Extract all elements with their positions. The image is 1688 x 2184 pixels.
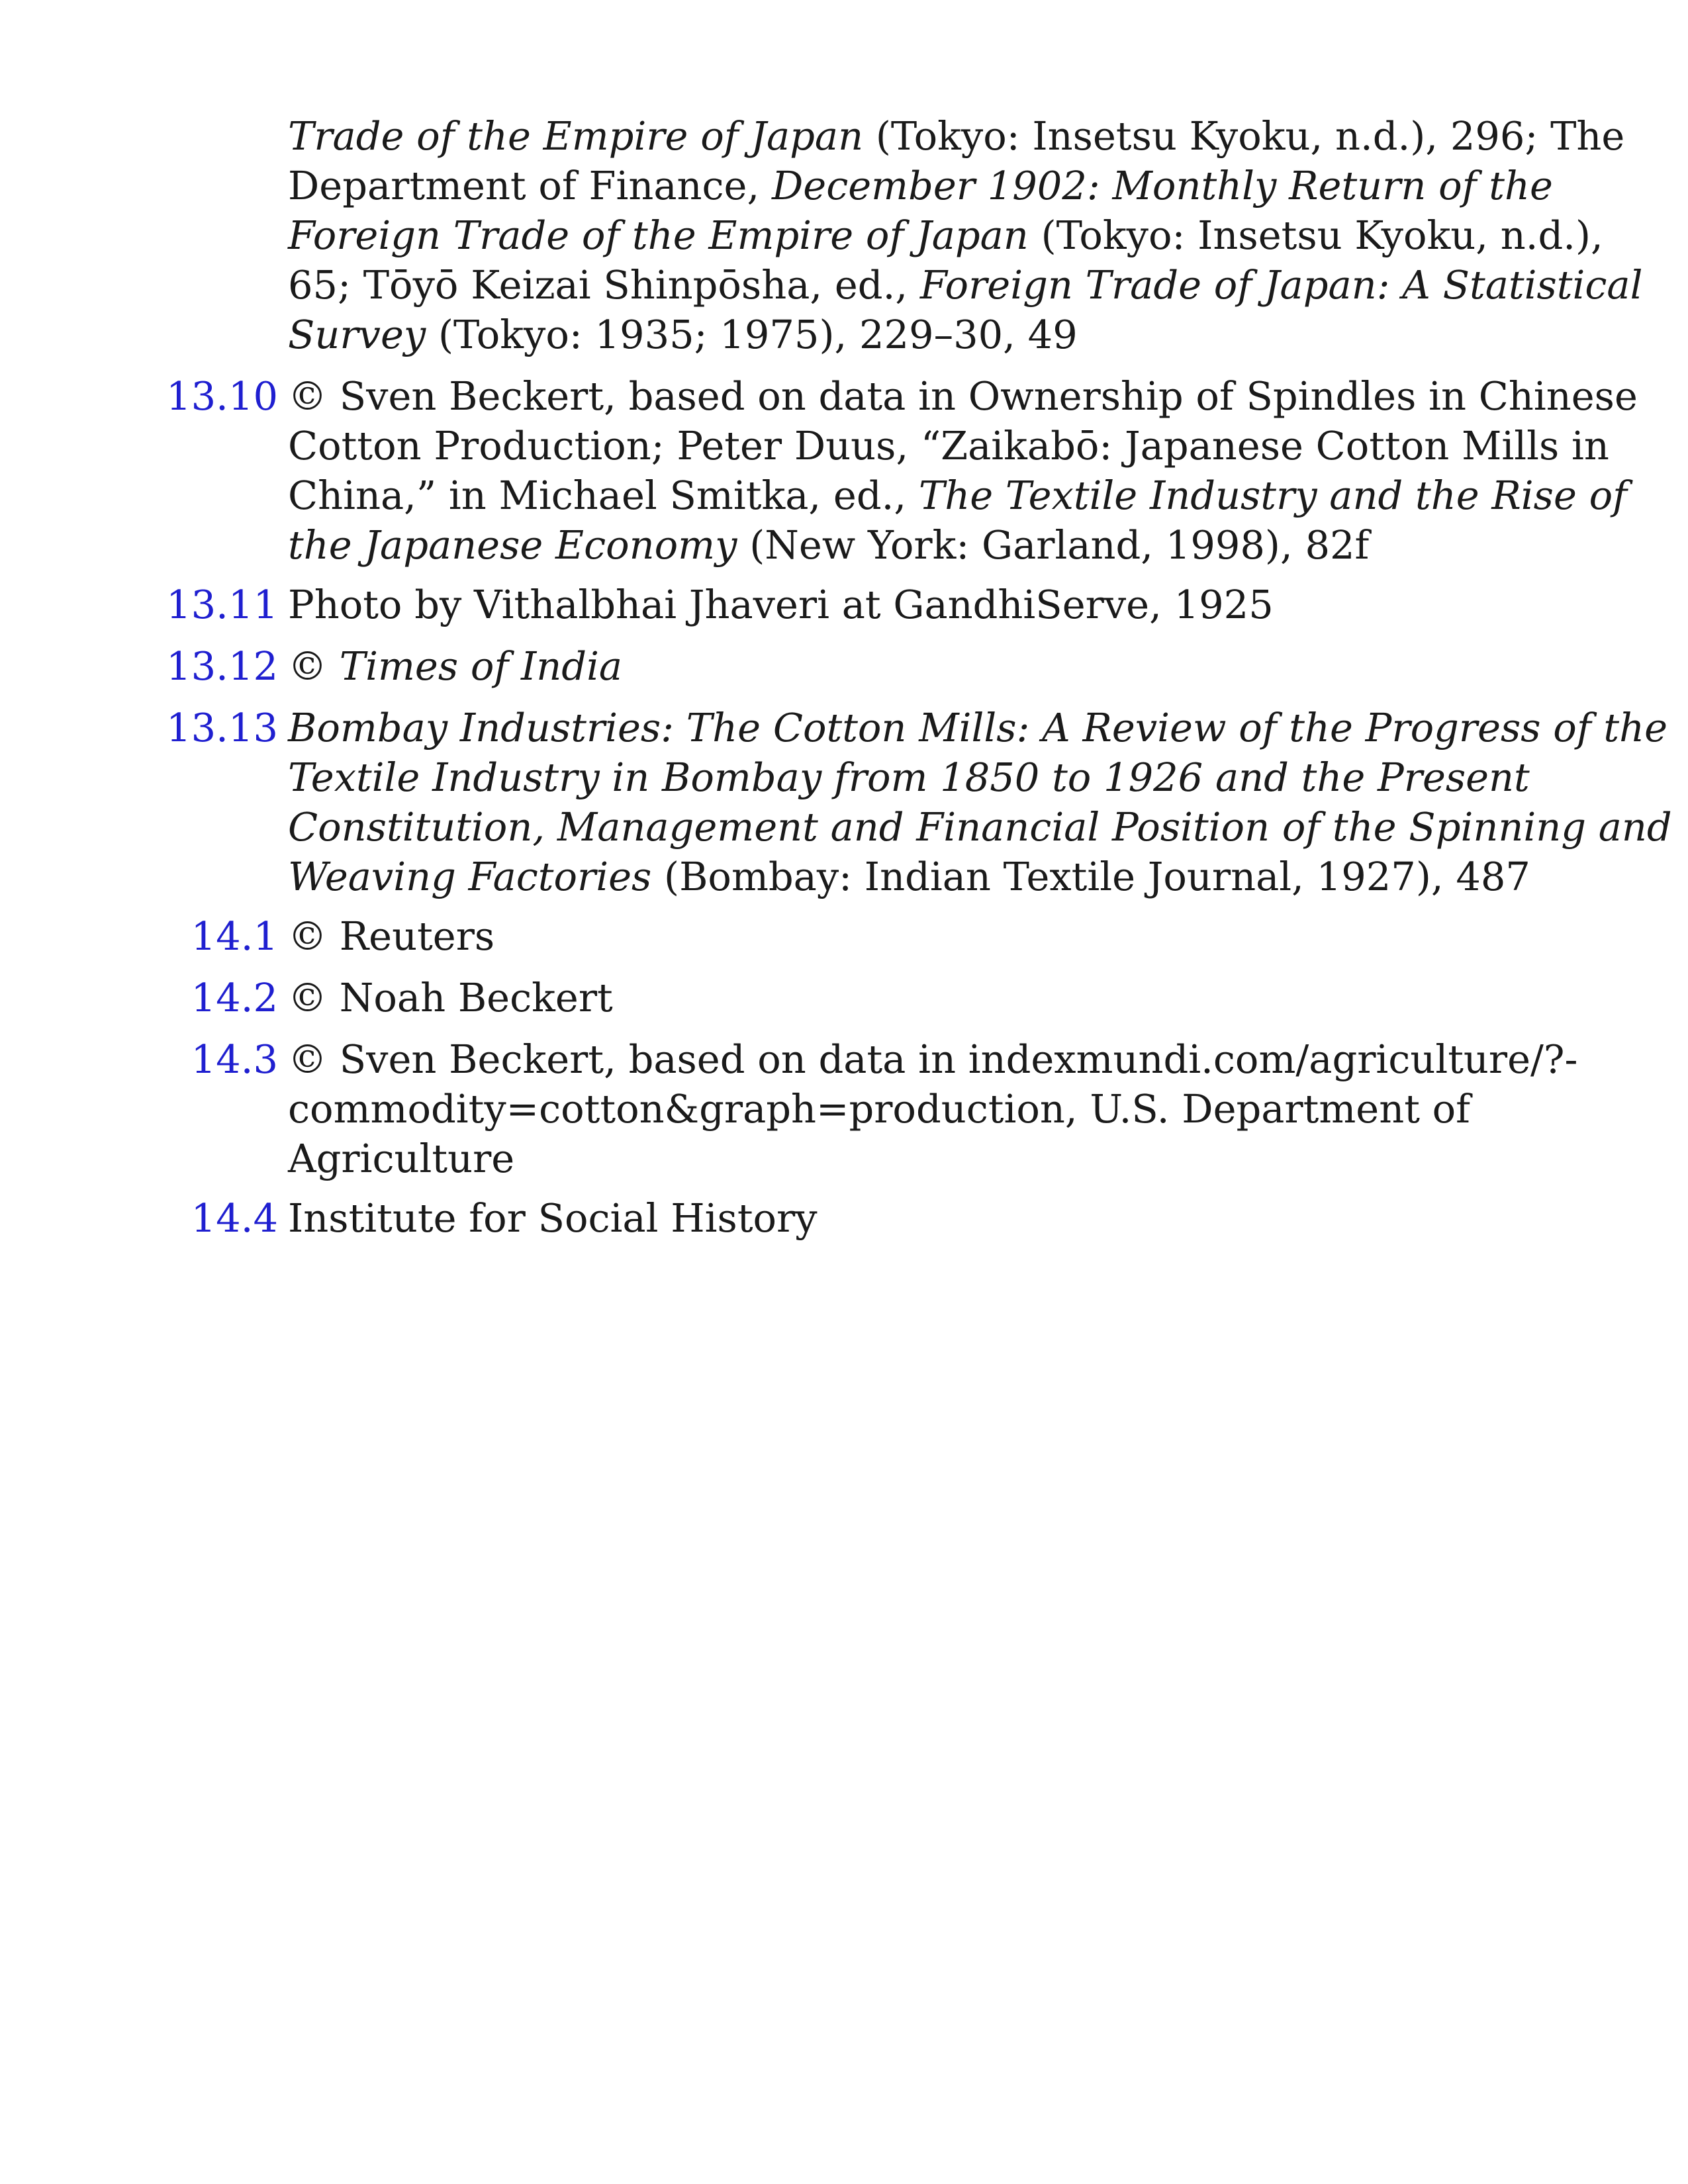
entry-body xyxy=(288,1034,1578,1183)
entry-body xyxy=(288,580,1559,629)
entry-line xyxy=(288,471,1627,520)
entry-line xyxy=(288,111,1625,161)
entry-text: © xyxy=(288,643,340,689)
entry-text: (Tokyo: Insetsu Kyoku, n.d.), 296; The xyxy=(863,113,1625,159)
entry-text-italic: the Japanese Economy xyxy=(288,522,737,568)
entry-body xyxy=(288,911,1559,961)
entry-text: Department of Finance, xyxy=(288,163,772,208)
entry-line xyxy=(288,703,1668,752)
entry-text-italic: The Textile Industry and the Rise of xyxy=(918,473,1627,518)
entry-text: © Reuters xyxy=(288,913,495,959)
entry-body xyxy=(288,973,1559,1023)
entry-line xyxy=(288,260,1643,310)
entry-line xyxy=(288,421,1609,471)
entry-line xyxy=(288,371,1638,421)
entry-text-italic: December 1902: Monthly Return of the xyxy=(771,163,1553,208)
entry-line xyxy=(288,1193,1559,1243)
entry-line xyxy=(288,1084,1559,1134)
entry-text-italic: Foreign Trade of Japan: A Statistical xyxy=(919,262,1643,308)
entry-line xyxy=(288,973,1559,1023)
figure-number-link[interactable]: 14.3 xyxy=(191,1036,278,1082)
entry-text: © Noah Beckert xyxy=(288,975,613,1021)
entry-line xyxy=(288,210,1603,260)
entry-body xyxy=(288,703,1672,901)
entry-line xyxy=(288,161,1559,210)
entry-text-italic: Textile Industry in Bombay from 1850 to 1926 and the Present xyxy=(288,754,1530,800)
entry-text: © Sven Beckert, based on data in Ownership of Spindles in Chinese xyxy=(288,373,1638,419)
entry-body xyxy=(288,111,1643,359)
entry-line xyxy=(288,752,1559,802)
entry-text: Cotton Production; Peter Duus, “Zaikabō: Japanese Cotton Mills in xyxy=(288,423,1609,469)
entry-text-italic: Weaving Factories xyxy=(288,854,652,899)
entry-line xyxy=(288,1134,1559,1183)
figure-number-link[interactable]: 14.4 xyxy=(191,1195,278,1241)
entry-line xyxy=(288,641,1559,691)
figure-number-link[interactable]: 13.13 xyxy=(166,705,278,751)
entry-text-italic: Times of India xyxy=(339,643,623,689)
entry-text-italic: Trade of the Empire of Japan xyxy=(288,113,864,159)
figure-number-link[interactable]: 13.12 xyxy=(166,643,278,689)
entry-text: 65; Tōyō Keizai Shinpōsha, ed., xyxy=(288,262,920,308)
figure-number-link[interactable]: 14.1 xyxy=(191,913,278,959)
entry-text: (Bombay: Indian Textile Journal, 1927), 487 xyxy=(651,854,1530,899)
entry-line xyxy=(288,802,1672,852)
entry-text: © Sven Beckert, based on data in indexmundi.com/agriculture/?- xyxy=(288,1036,1578,1082)
entry-body xyxy=(288,1193,1559,1243)
entry-line xyxy=(288,911,1559,961)
entry-body xyxy=(288,371,1638,570)
figure-number-link[interactable]: 13.11 xyxy=(166,582,278,627)
entry-text-italic: Foreign Trade of the Empire of Japan xyxy=(288,212,1029,258)
entry-text: Agriculture xyxy=(288,1136,515,1181)
figure-number-link[interactable]: 13.10 xyxy=(166,373,278,419)
entry-line xyxy=(288,580,1559,629)
entry-line xyxy=(288,1034,1578,1084)
entry-text: commodity=cotton&graph=production, U.S. Department of xyxy=(288,1086,1471,1132)
entry-line xyxy=(288,520,1559,570)
entry-body xyxy=(288,641,1559,691)
entry-text: Institute for Social History xyxy=(288,1195,818,1241)
entry-text-italic: Survey xyxy=(288,312,426,357)
figure-number-link[interactable]: 14.2 xyxy=(191,975,278,1021)
entry-text: (Tokyo: 1935; 1975), 229–30, 49 xyxy=(426,312,1078,357)
entry-text: China,” in Michael Smitka, ed., xyxy=(288,473,919,518)
entry-text-italic: Bombay Industries: The Cotton Mills: A Review of the Progress of the xyxy=(288,705,1668,751)
entry-text: (Tokyo: Insetsu Kyoku, n.d.), xyxy=(1028,212,1603,258)
entry-line xyxy=(288,310,1559,359)
entry-text: (New York: Garland, 1998), 82f xyxy=(737,522,1370,568)
entry-text-italic: Constitution, Management and Financial Position of the Spinning and xyxy=(288,804,1672,850)
entry-line xyxy=(288,852,1559,901)
entry-text: Photo by Vithalbhai Jhaveri at GandhiServe, 1925 xyxy=(288,582,1274,627)
